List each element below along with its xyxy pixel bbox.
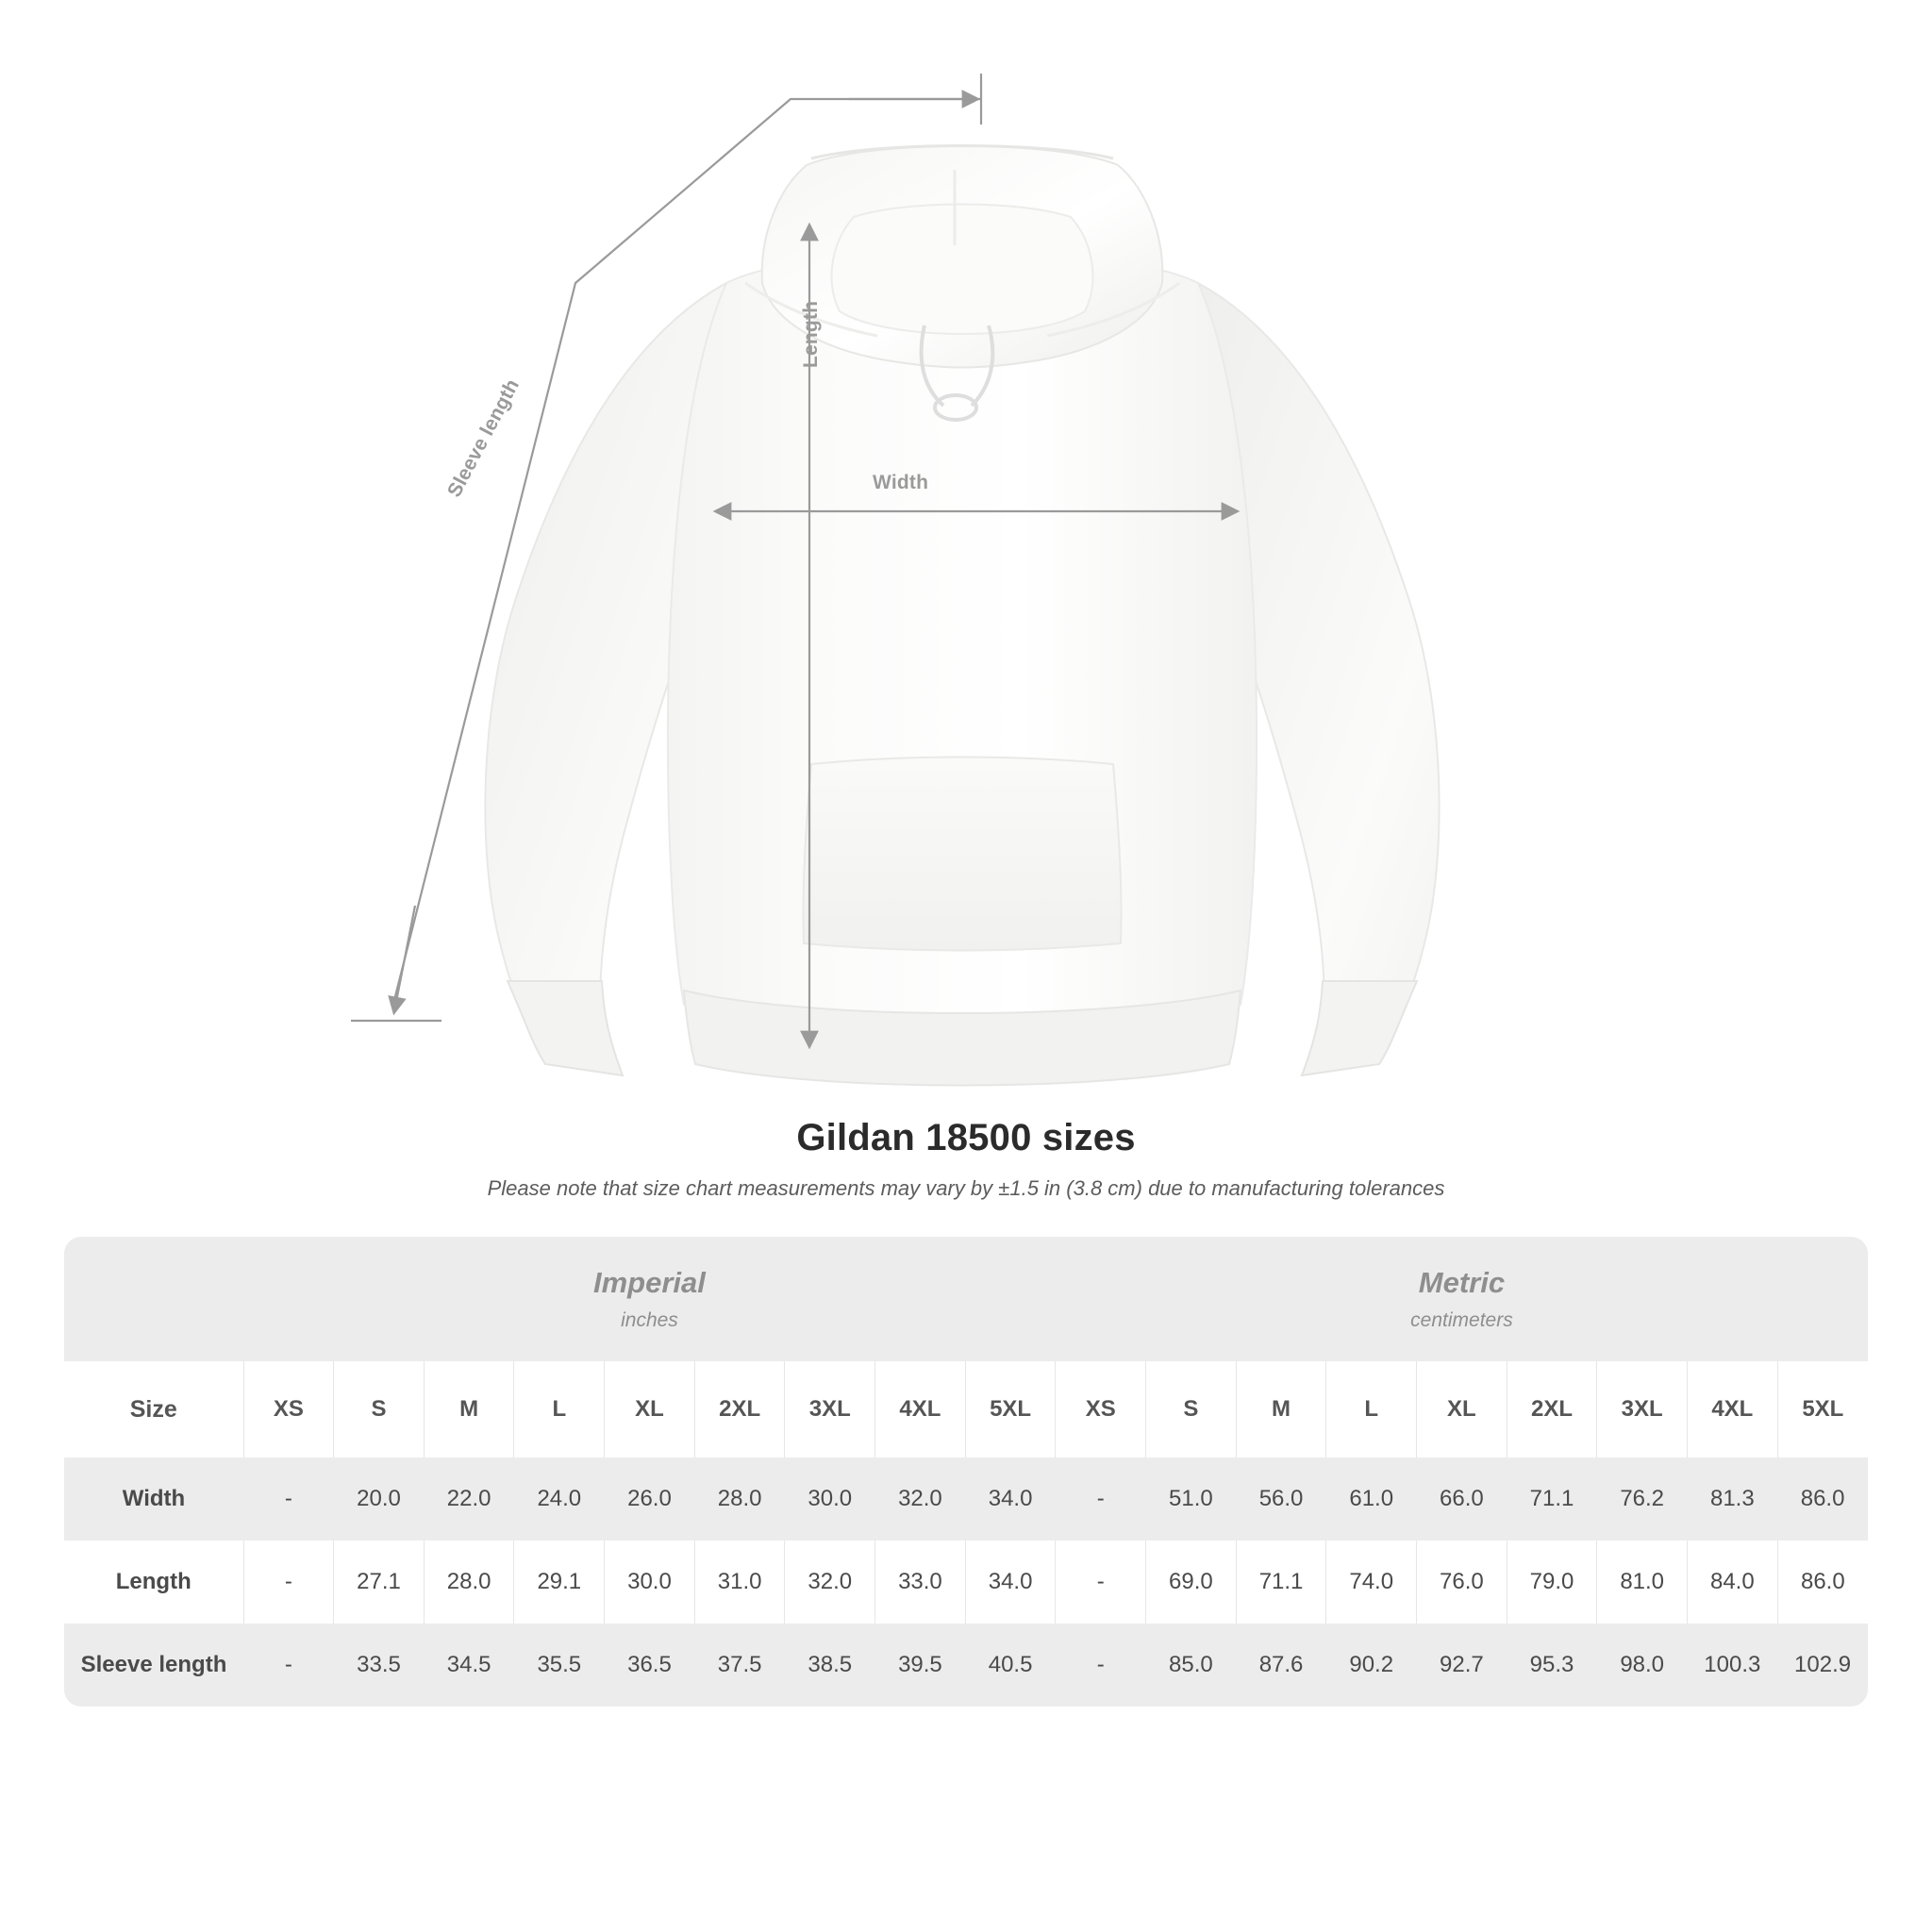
size-header-row <box>64 1361 1868 1457</box>
sleeve-5xl-cm: 102.9 <box>1777 1624 1868 1707</box>
size-header-xs-imperial: XS <box>243 1361 334 1457</box>
width-5xl-cm: 86.0 <box>1777 1457 1868 1541</box>
page-subtitle: Please note that size chart measurements may vary by ±1.5 in (3.8 cm) due to manufacturing tolerances <box>487 1176 1445 1200</box>
length-xl-cm: 76.0 <box>1417 1541 1507 1624</box>
length-xs-cm: - <box>1056 1541 1146 1624</box>
size-header-m-imperial: M <box>424 1361 514 1457</box>
size-header-m-metric: M <box>1236 1361 1326 1457</box>
imperial-unit-label: inches <box>621 1309 678 1331</box>
length-5xl-in: 34.0 <box>965 1541 1056 1624</box>
width-l-in: 24.0 <box>514 1457 605 1541</box>
sleeve-xl-cm: 92.7 <box>1417 1624 1507 1707</box>
sleeve-l-cm: 90.2 <box>1326 1624 1417 1707</box>
table-row <box>64 1541 1868 1624</box>
size-header-4xl-imperial: 4XL <box>875 1361 966 1457</box>
sleeve-m-cm: 87.6 <box>1236 1624 1326 1707</box>
width-4xl-in: 32.0 <box>875 1457 966 1541</box>
imperial-system-label: Imperial <box>593 1266 706 1299</box>
sleeve-xl-in: 36.5 <box>605 1624 695 1707</box>
length-3xl-in: 32.0 <box>785 1541 875 1624</box>
size-header-2xl-metric: 2XL <box>1507 1361 1597 1457</box>
metric-group-header <box>1056 1237 1868 1361</box>
sleeve-2xl-cm: 95.3 <box>1507 1624 1597 1707</box>
sleeve-3xl-cm: 98.0 <box>1597 1624 1688 1707</box>
page-title: Gildan 18500 sizes <box>796 1117 1136 1158</box>
sleeve-m-in: 34.5 <box>424 1624 514 1707</box>
width-2xl-cm: 71.1 <box>1507 1457 1597 1541</box>
sleeve-length-dimension-label: Sleeve length <box>443 375 525 501</box>
length-l-cm: 74.0 <box>1326 1541 1417 1624</box>
row-label-length: Length <box>64 1541 243 1624</box>
size-table <box>64 1237 1868 1707</box>
table-row <box>64 1624 1868 1707</box>
width-2xl-in: 28.0 <box>694 1457 785 1541</box>
length-3xl-cm: 81.0 <box>1597 1541 1688 1624</box>
width-s-in: 20.0 <box>334 1457 425 1541</box>
length-2xl-in: 31.0 <box>694 1541 785 1624</box>
width-m-cm: 56.0 <box>1236 1457 1326 1541</box>
row-label-sleeve-length: Sleeve length <box>64 1624 243 1707</box>
width-xl-cm: 66.0 <box>1417 1457 1507 1541</box>
length-s-in: 27.1 <box>334 1541 425 1624</box>
length-xs-in: - <box>243 1541 334 1624</box>
sleeve-4xl-in: 39.5 <box>875 1624 966 1707</box>
size-header-xl-imperial: XL <box>605 1361 695 1457</box>
size-header-xl-metric: XL <box>1417 1361 1507 1457</box>
length-m-in: 28.0 <box>424 1541 514 1624</box>
size-header-2xl-imperial: 2XL <box>694 1361 785 1457</box>
size-table-wrapper <box>64 1237 1868 1707</box>
width-s-cm: 51.0 <box>1146 1457 1237 1541</box>
sleeve-3xl-in: 38.5 <box>785 1624 875 1707</box>
length-m-cm: 71.1 <box>1236 1541 1326 1624</box>
sleeve-4xl-cm: 100.3 <box>1688 1624 1778 1707</box>
length-xl-in: 30.0 <box>605 1541 695 1624</box>
width-xs-in: - <box>243 1457 334 1541</box>
size-header-5xl-imperial: 5XL <box>965 1361 1056 1457</box>
width-l-cm: 61.0 <box>1326 1457 1417 1541</box>
length-4xl-cm: 84.0 <box>1688 1541 1778 1624</box>
length-5xl-cm: 86.0 <box>1777 1541 1868 1624</box>
title-block <box>0 1117 1932 1201</box>
width-xl-in: 26.0 <box>605 1457 695 1541</box>
size-header-l-metric: L <box>1326 1361 1417 1457</box>
size-header-5xl-metric: 5XL <box>1777 1361 1868 1457</box>
hoodie-garment <box>485 146 1439 1086</box>
metric-unit-label: centimeters <box>1410 1309 1513 1331</box>
size-header-l-imperial: L <box>514 1361 605 1457</box>
length-l-in: 29.1 <box>514 1541 605 1624</box>
size-header-s-metric: S <box>1146 1361 1237 1457</box>
sleeve-l-in: 35.5 <box>514 1624 605 1707</box>
length-s-cm: 69.0 <box>1146 1541 1237 1624</box>
size-header-3xl-metric: 3XL <box>1597 1361 1688 1457</box>
length-4xl-in: 33.0 <box>875 1541 966 1624</box>
sleeve-s-cm: 85.0 <box>1146 1624 1237 1707</box>
sleeve-bottom-arrow <box>394 906 415 1011</box>
width-xs-cm: - <box>1056 1457 1146 1541</box>
width-3xl-in: 30.0 <box>785 1457 875 1541</box>
table-row <box>64 1457 1868 1541</box>
row-label-width: Width <box>64 1457 243 1541</box>
width-m-in: 22.0 <box>424 1457 514 1541</box>
sleeve-xs-in: - <box>243 1624 334 1707</box>
length-dimension-label: Length <box>800 300 822 368</box>
size-header-3xl-imperial: 3XL <box>785 1361 875 1457</box>
sleeve-xs-cm: - <box>1056 1624 1146 1707</box>
metric-system-label: Metric <box>1418 1266 1506 1299</box>
length-2xl-cm: 79.0 <box>1507 1541 1597 1624</box>
sleeve-s-in: 33.5 <box>334 1624 425 1707</box>
sleeve-5xl-in: 40.5 <box>965 1624 1056 1707</box>
size-header-xs-metric: XS <box>1056 1361 1146 1457</box>
units-blank-cell <box>64 1237 243 1361</box>
width-3xl-cm: 76.2 <box>1597 1457 1688 1541</box>
width-5xl-in: 34.0 <box>965 1457 1056 1541</box>
width-dimension-label: Width <box>873 472 929 493</box>
size-header-s-imperial: S <box>334 1361 425 1457</box>
size-header-4xl-metric: 4XL <box>1688 1361 1778 1457</box>
units-header-row <box>64 1237 1868 1361</box>
sleeve-2xl-in: 37.5 <box>694 1624 785 1707</box>
imperial-group-header <box>243 1237 1056 1361</box>
size-column-header: Size <box>64 1361 243 1457</box>
width-4xl-cm: 81.3 <box>1688 1457 1778 1541</box>
